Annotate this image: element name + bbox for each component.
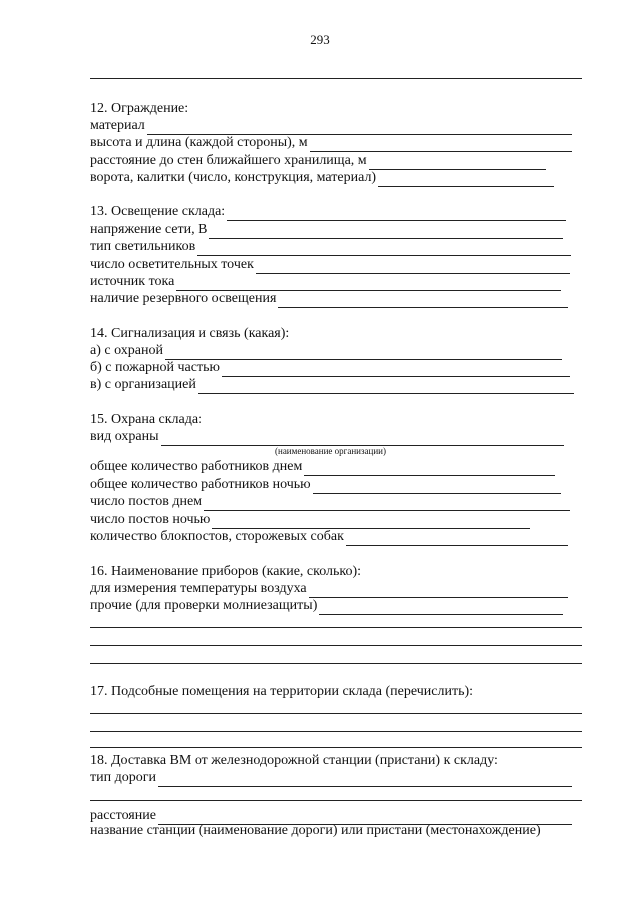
guard-type-field[interactable] [161, 432, 564, 446]
blank-line[interactable] [90, 713, 582, 714]
voltage-label: напряжение сети, В [90, 222, 208, 237]
fence-distance-field[interactable] [369, 156, 546, 170]
dog-posts-field[interactable] [346, 532, 568, 546]
lamp-type-label: тип светильников [90, 239, 196, 254]
posts-day-label: число постов днем [90, 494, 203, 509]
section-12-title: 12. Ограждение: [90, 101, 189, 116]
gates-row [90, 169, 554, 188]
gates-label: ворота, калитки (число, конструкция, материал) [90, 170, 377, 185]
posts-night-field[interactable] [212, 515, 530, 529]
dog-posts-row [90, 528, 568, 547]
section-16-title: 16. Наименование приборов (какие, сколько): [90, 564, 362, 579]
guard-type-row [90, 428, 564, 447]
gates-field[interactable] [378, 173, 554, 187]
height-length-label: высота и длина (каждой стороны), м [90, 135, 308, 150]
section-14-title: 14. Сигнализация и связь (какая): [90, 326, 290, 341]
organization-caption: (наименование организации) [275, 446, 386, 456]
reserve-lighting-label: наличие резервного освещения [90, 291, 277, 306]
power-source-label: источник тока [90, 274, 175, 289]
section-18-title: 18. Доставка ВМ от железнодорожной станции (пристани) к складу: [90, 753, 498, 768]
blank-line[interactable] [90, 731, 582, 732]
blank-line[interactable] [90, 663, 582, 664]
reserve-lighting-row [90, 290, 568, 309]
other-devices-field[interactable] [319, 601, 563, 615]
lamp-type-field[interactable] [197, 242, 571, 256]
section-13-row [90, 203, 566, 222]
other-devices-row [90, 597, 563, 616]
night-staff-field[interactable] [313, 480, 561, 494]
height-length-row [90, 134, 572, 153]
power-source-field[interactable] [176, 277, 561, 291]
guard-type-label: вид охраны [90, 429, 159, 444]
lighting-points-label: число осветительных точек [90, 257, 254, 272]
temperature-device-label: для измерения температуры воздуха [90, 581, 307, 596]
fire-link-label: б) с пожарной частью [90, 360, 220, 375]
blank-line[interactable] [90, 645, 582, 646]
fence-distance-label: расстояние до стен ближайшего хранилища, м [90, 153, 367, 168]
org-link-label: в) с организацией [90, 377, 196, 392]
fire-link-field[interactable] [222, 363, 570, 377]
other-devices-label: прочие (для проверки молниезащиты) [90, 598, 318, 613]
security-link-label: а) с охраной [90, 343, 163, 358]
dog-posts-label: количество блокпостов, сторожевых собак [90, 529, 344, 544]
day-staff-row [90, 458, 555, 477]
section-13-title: 13. Освещение склада: [90, 204, 226, 219]
blank-line[interactable] [90, 747, 582, 748]
road-type-label: тип дороги [90, 770, 156, 785]
road-type-row [90, 769, 572, 788]
road-type-field[interactable] [158, 773, 572, 787]
posts-day-field[interactable] [204, 497, 570, 511]
temperature-device-field[interactable] [309, 584, 568, 598]
org-link-row [90, 376, 574, 395]
day-staff-field[interactable] [304, 462, 555, 476]
station-name-label: название станции (наименование дороги) или пристани (местонахождение) [90, 823, 541, 838]
voltage-field[interactable] [209, 225, 563, 239]
security-link-field[interactable] [165, 346, 562, 360]
distance-label: расстояние [90, 808, 156, 823]
posts-night-label: число постов ночью [90, 512, 211, 527]
day-staff-label: общее количество работников днем [90, 459, 303, 474]
posts-day-row [90, 493, 570, 512]
lighting-points-field[interactable] [256, 260, 570, 274]
org-link-field[interactable] [198, 380, 574, 394]
night-staff-label: общее количество работников ночью [90, 477, 311, 492]
section-15-title: 15. Охрана склада: [90, 412, 202, 427]
page-number: 293 [310, 32, 330, 47]
material-label: материал [90, 118, 145, 133]
material-field[interactable] [147, 121, 572, 135]
lamp-type-row [90, 238, 571, 257]
top-rule [90, 78, 582, 79]
section-17-title: 17. Подсобные помещения на территории склада (перечислить): [90, 684, 474, 699]
reserve-lighting-field[interactable] [278, 294, 568, 308]
height-length-field[interactable] [310, 138, 572, 152]
blank-line[interactable] [90, 627, 582, 628]
blank-line[interactable] [90, 800, 582, 801]
lighting-field[interactable] [227, 207, 566, 221]
